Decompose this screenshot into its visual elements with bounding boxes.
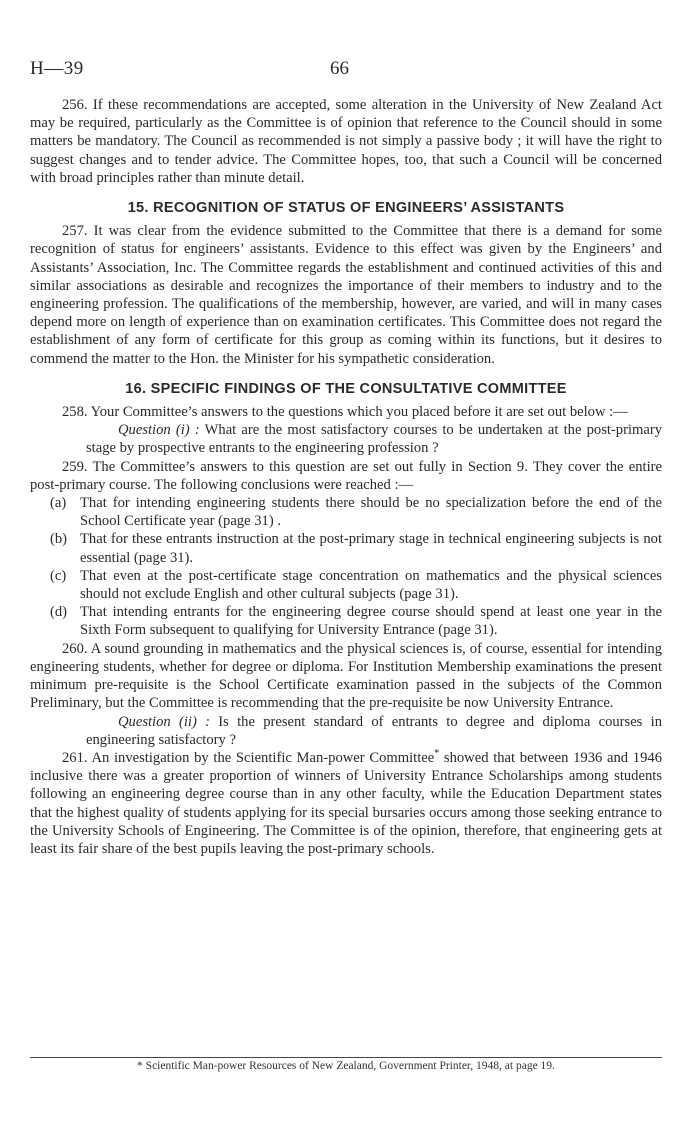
finding-text: That even at the post-certificate stage concentration on mathematics and the physical sciences should not exclude English and other cultural subjects (page 31).	[80, 567, 662, 603]
footnote-divider	[30, 1057, 662, 1058]
question-1	[30, 421, 662, 457]
finding-marker: (c)	[50, 567, 67, 584]
finding-c	[30, 567, 662, 603]
question-2-label: Question (ii) :	[118, 713, 210, 730]
question-1-label: Question (i) :	[118, 422, 200, 439]
question-2-text: Is the present standard of entrants to degree and diploma courses in engineering satisfactory ?	[86, 713, 662, 748]
body-text	[30, 96, 662, 858]
question-1-text: What are the most satisfactory courses to be undertaken at the post-primary stage by prospective entrants to the engineering profession ?	[86, 422, 662, 457]
finding-d	[30, 603, 662, 639]
footnote-reference: *	[434, 748, 440, 760]
finding-text: That intending entrants for the engineering degree course should spend at least one year in the Sixth Form subsequent to qualifying for University Entrance (page 31).	[80, 604, 662, 639]
finding-text: That for these entrants instruction at the post-primary stage in technical engineering subjects is not essential (page 31).	[80, 531, 662, 566]
paragraph-260: 260. A sound grounding in mathematics and the physical sciences is, of course, essential for intending engineering students, whether for degree or diploma. For Institution Membership examinations the present minimum pre-requisite is the School Certificate examination passed in the subjects of the Common Preliminary, but the Committee is recommending that the pre-requisite be now University Entrance.	[30, 640, 662, 712]
footnote: * Scientific Man-power Resources of New Zealand, Government Printer, 1948, at page 19.	[137, 1060, 555, 1072]
paragraph-261-start: 261. An investigation by the Scientific Man-power Committee	[62, 749, 435, 766]
paragraph-257: 257. It was clear from the evidence submitted to the Committee that there is a demand for some recognition of status for engineers’ assistants. Evidence to this effect was given by the Engineers’ and Assistants’ Association, Inc. The Committee regards the establishment and continued activities of this and similar associations as desirable and recognizes the importance of their members to industry and to the engineering profession. The qualifications of the membership, however, are varied, and will in many cases depend more on length of experience than on examination certificates. This Committee does not regard the establishment of any form of certificate for this group as coming within its functions, but it desires to commend the matter to the Hon. the Minister for his sympathetic consideration.	[30, 223, 662, 367]
paragraph-261	[30, 749, 662, 858]
question-2	[30, 713, 662, 749]
report-code: H—39	[30, 58, 84, 79]
paragraph-259: 259. The Committee’s answers to this question are set out fully in Section 9. They cover the entire post-primary course. The following conclusions were reached :—	[30, 458, 662, 493]
finding-marker: (a)	[50, 495, 67, 512]
finding-b	[30, 530, 662, 566]
paragraph-261-rest: showed that between 1936 and 1946 inclusive there was a greater proportion of winners of University Entrance Scholarships among students following an engineering degree course than in any other faculty, while the Education Department states that the highest quality of students applying for its special bursaries occurs among those seeking entrance to the University Schools of Engineering. The Committee is of the opinion, therefore, that engineering gets at least its fair share of the best pupils leaving the post-primary schools.	[30, 749, 662, 857]
page-number: 66	[330, 58, 349, 79]
finding-marker: (d)	[50, 604, 68, 621]
paragraph-256: 256. If these recommendations are accepted, some alteration in the University of New Zealand Act may be required, particularly as the Committee is of opinion that reference to the Council should in some matters be mandatory. The Council as recommended is not simply a passive body ; it will have the right to suggest changes and to tender advice. The Committee hopes, too, that such a Council will be concerned with broad principles rather than minute detail.	[30, 97, 662, 186]
finding-marker: (b)	[50, 531, 68, 548]
finding-a	[30, 494, 662, 530]
paragraph-258: 258. Your Committee’s answers to the questions which you placed before it are set out below :—	[62, 404, 628, 421]
finding-text: That for intending engineering students there should be no specialization before the end of the School Certificate year (page 31) .	[80, 495, 662, 530]
section-heading-15: 15. RECOGNITION OF STATUS OF ENGINEERS’ ASSISTANTS	[127, 200, 565, 217]
section-heading-16: 16. SPECIFIC FINDINGS OF THE CONSULTATIVE COMMITTEE	[125, 380, 567, 397]
